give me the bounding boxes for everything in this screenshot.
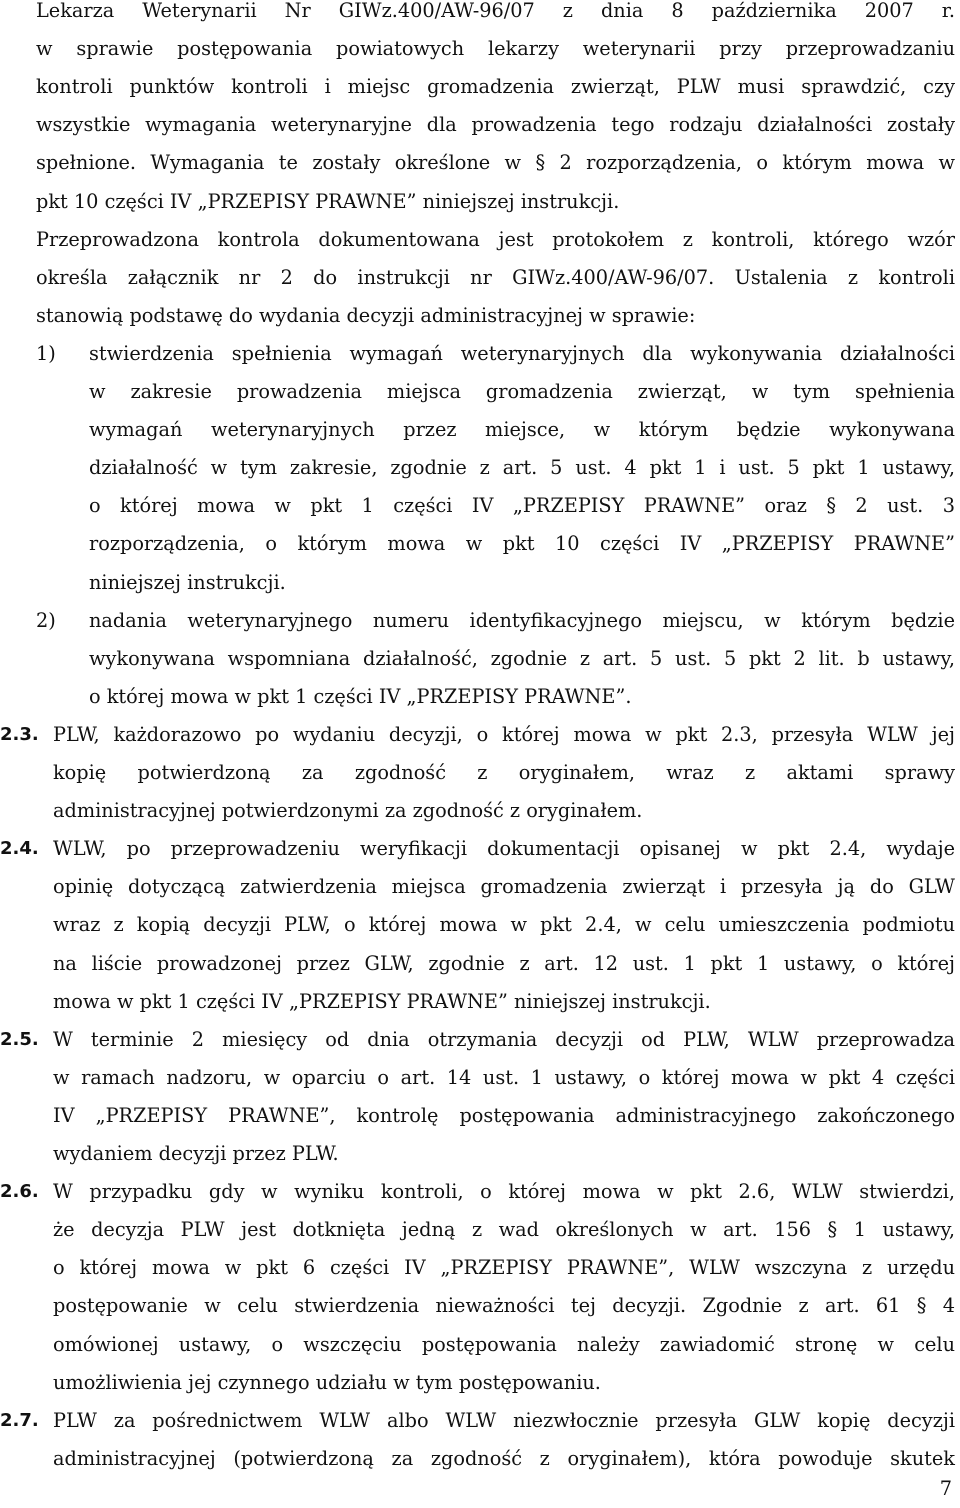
list-item-line: nadania weterynaryjnego numeru identyfikacyjnego miejscu, w którym będzie	[89, 608, 955, 632]
section-text-line: PLW za pośrednictwem WLW albo WLW niezwłocznie przesyła GLW kopię decyzji	[53, 1408, 955, 1432]
section-text-line: PLW, każdorazowo po wydaniu decyzji, o której mowa w pkt 2.3, przesyła WLW jej	[53, 722, 955, 746]
list-marker: 1)	[36, 341, 56, 365]
section-text-line: na liście prowadzonej przez GLW, zgodnie z art. 12 ust. 1 pkt 1 ustawy, o której	[53, 951, 955, 975]
list-item-line: działalność w tym zakresie, zgodnie z art. 5 ust. 4 pkt 1 i ust. 5 pkt 1 ustawy,	[89, 456, 955, 480]
list-item-line: stwierdzenia spełnienia wymagań weterynaryjnych dla wykonywania działalności	[89, 341, 955, 365]
body-text-line: spełnione. Wymagania te zostały określone w § 2 rozporządzenia, o którym mowa w	[36, 151, 955, 175]
section-text-line: że decyzja PLW jest dotknięta jedną z wad określonych w art. 156 § 1 ustawy,	[53, 1218, 955, 1242]
body-text-line: Lekarza Weterynarii Nr GIWz.400/AW-96/07 z dnia 8 października 2007 r.	[36, 0, 955, 22]
section-text-line: W przypadku gdy w wyniku kontroli, o której mowa w pkt 2.6, WLW stwierdzi,	[53, 1180, 955, 1204]
section-text-line: wydaniem decyzji przez PLW.	[53, 1142, 339, 1165]
section-number: 2.6.	[0, 1181, 39, 1203]
body-text-line: pkt 10 części IV „PRZEPISY PRAWNE” niniejszej instrukcji.	[36, 189, 620, 213]
section-text-line: administracyjnej (potwierdzoną za zgodność z oryginałem), która powoduje skutek	[53, 1446, 955, 1470]
section-text-line: IV „PRZEPISY PRAWNE”, kontrolę postępowania administracyjnego zakończonego	[53, 1103, 955, 1127]
section-number: 2.3.	[0, 723, 39, 745]
body-text-line: Przeprowadzona kontrola dokumentowana jest protokołem z kontroli, którego wzór	[36, 227, 955, 251]
section-text-line: o której mowa w pkt 6 części IV „PRZEPISY PRAWNE”, WLW wszczyna z urzędu	[53, 1256, 955, 1280]
section-number: 2.4.	[0, 838, 39, 860]
section-text-line: mowa w pkt 1 części IV „PRZEPISY PRAWNE” niniejszej instrukcji.	[53, 989, 711, 1013]
section-text-line: w ramach nadzoru, w oparciu o art. 14 ust. 1 ustawy, o której mowa w pkt 4 części	[53, 1065, 955, 1089]
list-item-line: rozporządzenia, o którym mowa w pkt 10 części IV „PRZEPISY PRAWNE”	[89, 532, 955, 556]
section-number: 2.5.	[0, 1028, 39, 1050]
list-item-line: wymagań weterynaryjnych przez miejsce, w którym będzie wykonywana	[89, 418, 955, 442]
section-text-line: WLW, po przeprowadzeniu weryfikacji dokumentacji opisanej w pkt 2.4, wydaje	[53, 837, 955, 861]
list-item-line: o której mowa w pkt 1 części IV „PRZEPISY PRAWNE”.	[89, 684, 632, 708]
section-text-line: umożliwienia jej czynnego udziału w tym postępowaniu.	[53, 1370, 601, 1394]
list-marker: 2)	[36, 608, 56, 632]
list-item-line: wykonywana wspomniana działalność, zgodnie z art. 5 ust. 5 pkt 2 lit. b ustawy,	[89, 646, 955, 670]
page-number: 7	[939, 1477, 952, 1500]
section-text-line: opinię dotyczącą zatwierdzenia miejsca gromadzenia zwierząt i przesyła ją do GLW	[53, 875, 955, 899]
body-text-line: stanowią podstawę do wydania decyzji administracyjnej w sprawie:	[36, 303, 696, 327]
body-text-line: określa załącznik nr 2 do instrukcji nr GIWz.400/AW-96/07. Ustalenia z kontroli	[36, 265, 955, 289]
list-item-line: niniejszej instrukcji.	[89, 570, 286, 594]
body-text-line: kontroli punktów kontroli i miejsc gromadzenia zwierząt, PLW musi sprawdzić, czy	[36, 75, 955, 99]
section-text-line: kopię potwierdzoną za zgodność z oryginałem, wraz z aktami sprawy	[53, 761, 955, 784]
section-text-line: W terminie 2 miesięcy od dnia otrzymania decyzji od PLW, WLW przeprowadza	[53, 1027, 955, 1051]
section-text-line: wraz z kopią decyzji PLW, o której mowa w pkt 2.4, w celu umieszczenia podmiotu	[53, 913, 955, 937]
section-text-line: postępowanie w celu stwierdzenia nieważności tej decyzji. Zgodnie z art. 61 § 4	[53, 1294, 955, 1318]
list-item-line: o której mowa w pkt 1 części IV „PRZEPISY PRAWNE” oraz § 2 ust. 3	[89, 494, 955, 518]
section-text-line: administracyjnej potwierdzonymi za zgodność z oryginałem.	[53, 799, 643, 823]
section-text-line: omówionej ustawy, o wszczęciu postępowania należy zawiadomić stronę w celu	[53, 1332, 955, 1356]
body-text-line: w sprawie postępowania powiatowych lekarzy weterynarii przy przeprowadzaniu	[36, 37, 955, 61]
section-number: 2.7.	[0, 1409, 39, 1431]
body-text-line: wszystkie wymagania weterynaryjne dla prowadzenia tego rodzaju działalności zostały	[36, 113, 955, 137]
list-item-line: w zakresie prowadzenia miejsca gromadzenia zwierząt, w tym spełnienia	[89, 380, 955, 403]
